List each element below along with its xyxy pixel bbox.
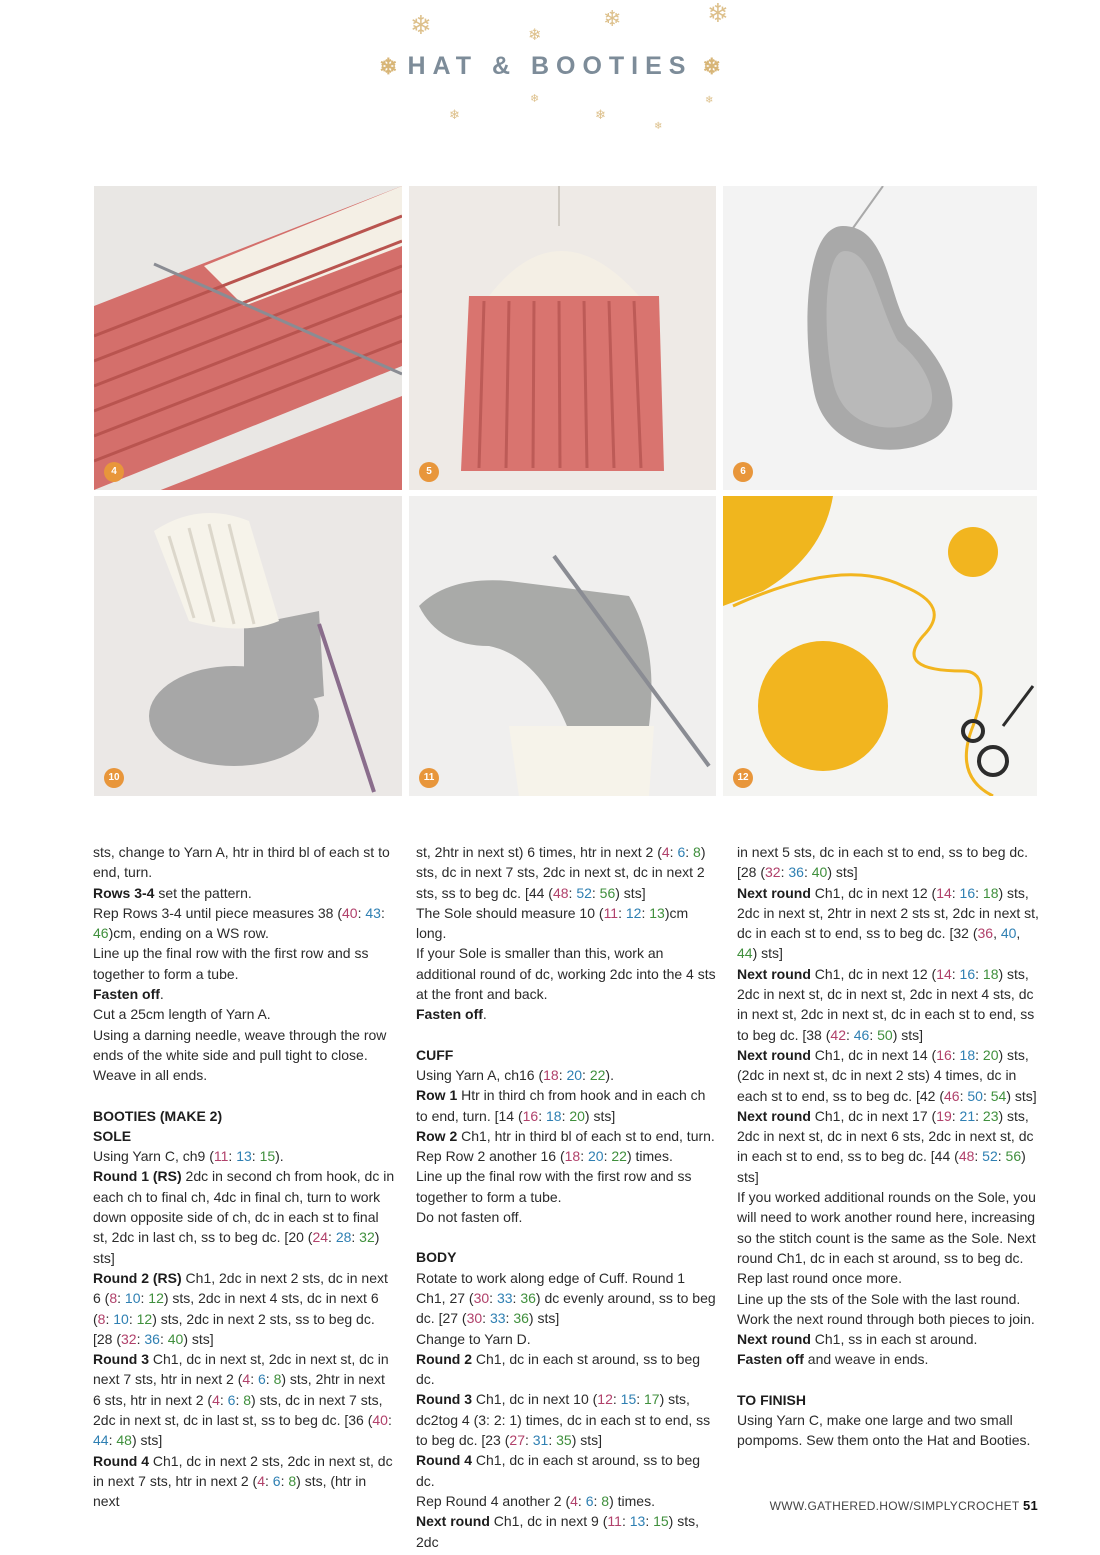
size-2: 12 [625,904,642,921]
paragraph: Line up the final row with the first row and ss together to form a tube. [416,1168,692,1205]
size-1: 30 [466,1310,483,1327]
size-2: 20 [566,1066,583,1083]
size-2: 13 [629,1513,646,1530]
paragraph: Do not fasten off. [416,1209,523,1226]
size-2: 33 [496,1289,513,1306]
size-1: 16 [936,1046,952,1063]
text: ) sts] [131,1432,163,1449]
size-2: 16 [959,965,976,982]
section-heading: TO FINISH [737,1391,806,1408]
row-label: Row 1 [416,1087,458,1104]
text: ) sts] [892,1026,924,1043]
section-heading: BODY [416,1249,457,1266]
paragraph: st, 2htr in next st) 6 times, htr in next 2 (4: 6: 8) sts, dc in next 7 sts, 2dc in next st, dc in next 2 sts, ss to beg dc. [44 (48: 52: 56) sts] [416,844,706,901]
size-1: 30 [473,1289,490,1306]
page-title-text: HAT & BOOTIES [407,52,693,80]
size-3: 44 [737,945,753,962]
row-label: Next round [737,1046,811,1063]
snowflake-icon: ❄ [707,0,729,28]
photo-number-badge: 5 [419,462,439,482]
text: st, 2htr in next st) 6 times, htr in next 2 ( [416,844,662,860]
size-2: 43 [365,904,381,921]
size-3: 12 [148,1290,164,1307]
size-3: 17 [644,1391,660,1408]
size-2: 44 [93,1432,109,1449]
paragraph: Next round Ch1, dc in next 9 (11: 13: 15) sts, 2dc [416,1513,700,1550]
row-label: Next round [416,1513,490,1530]
size-2: 20 [588,1148,604,1165]
size-1: 8 [109,1290,118,1307]
size-3: 23 [982,1107,999,1124]
paragraph: Rep Row 2 another 16 (18: 20: 22) times. [416,1148,673,1165]
size-2: 18 [959,1046,976,1063]
text: ) sts, dc2tog 4 (3: 2: 1) times, dc in each st to end, ss to beg dc. [23 ( [416,1391,711,1449]
footer-url: WWW.GATHERED.HOW/SIMPLYCROCHET [769,1499,1020,1513]
pattern-column-3 [737,842,1039,1451]
paragraph: Round 2 (RS) Ch1, 2dc in next 2 sts, dc in next 6 (8: 10: 12) sts, 2dc in next 4 sts, dc in next 6 (8: 10: 12) sts, 2dc in next 2 sts, ss to beg dc. [28 (32: 36: 40) sts] [93,1269,388,1347]
paragraph: Using Yarn A, ch16 (18: 20: 22). [416,1066,614,1083]
paragraph: Next round Ch1, dc in next 12 (14: 16: 18) sts, 2dc in next st, 2htr in next 2 sts st, 2dc in next st, dc in each st to end, ss to beg dc. [32 (36, 40, 44) sts] [737,884,1039,962]
photo-6 [723,186,1037,490]
size-3: 8 [273,1371,282,1388]
size-1: 32 [765,864,781,881]
text: ) sts] [737,1148,1026,1185]
text: ) sts, 2dc in next st, dc in next 6 sts, 2dc in next st, dc in each st to end, ss to beg dc. [44 ( [737,1107,1034,1165]
row-text: Ch1, htr in third bl of each st to end, turn. [457,1127,715,1144]
text: ) sts] [183,1330,214,1347]
size-1: 40 [372,1412,388,1429]
size-1: 4 [257,1472,265,1489]
snowflake-icon: ❄ [410,10,432,40]
text: Using Yarn A, ch16 ( [416,1066,544,1083]
size-1: 11 [213,1148,229,1165]
text: Ch1, dc in next 10 ( [472,1391,598,1408]
fasten-off-label: Fasten off [93,986,160,1003]
size-1: 4 [212,1391,220,1408]
size-3: 56 [1005,1148,1022,1165]
text: ) sts] [528,1310,560,1327]
snowflake-icon: ❄ [530,93,540,105]
paragraph: If your Sole is smaller than this, work an additional round of dc, working 2dc into the 4 sts at the front and back. [416,945,716,1003]
paragraph: Using a darning needle, weave through the row ends of the white side and pull tight to close. Weave in all ends. [93,1026,387,1084]
page-number: 51 [1022,1498,1038,1513]
row-label: Round 3 [93,1351,149,1368]
photo-number-badge: 6 [733,462,753,482]
row-label: Next round [737,1331,811,1348]
paragraph: Line up the final row with the first row and ss together to form a tube. [93,945,369,982]
text: ) sts] [571,1432,603,1449]
text: Using Yarn C, ch9 ( [93,1148,214,1165]
size-2: 6 [585,1492,594,1509]
size-3: 32 [359,1229,375,1246]
text: Rep Rows 3-4 until piece measures 38 ( [93,904,343,921]
snowflake-icon: ❄ [603,6,622,31]
text: ) sts] [1006,1087,1037,1104]
snowflake-icon: ❄ [702,54,721,79]
paragraph: Round 3 Ch1, dc in next 10 (12: 15: 17) sts, dc2tog 4 (3: 2: 1) times, dc in each st to end, ss to beg dc. [23 (27: 31: 35) sts] [416,1391,711,1449]
row-label: Round 4 [93,1452,149,1469]
row-label: Row 2 [416,1127,458,1144]
size-2: 52 [982,1148,998,1165]
size-2: 28 [335,1229,352,1246]
text: ) sts, 2dc in next 4 sts, dc in next 6 ( [93,1290,379,1327]
size-3: 12 [136,1310,153,1327]
size-3: 15 [653,1513,669,1530]
photo-number-badge: 10 [104,768,124,788]
size-1: 4 [242,1371,251,1388]
size-3: 15 [259,1148,276,1165]
size-2: 10 [124,1290,141,1307]
row-text: set the pattern. [154,884,252,901]
text: Rep Row 2 another 16 ( [416,1148,565,1165]
text: ) times. [626,1148,673,1165]
text: . [159,986,164,1003]
text: ) sts] [615,884,646,901]
text: ) sts, 2dc in next 2 sts, ss to beg dc. [28 ( [93,1310,375,1347]
text: The Sole should measure 10 ( [416,904,604,921]
text: ) dc evenly around, ss to beg dc. [27 ( [416,1289,716,1327]
size-3: 48 [116,1432,132,1449]
size-2: 31 [532,1432,549,1449]
paragraph: Next round Ch1, dc in next 17 (19: 21: 23) sts, 2dc in next st, dc in next 6 sts, 2dc in next st, dc in each st to end, ss to beg dc. [44 (48: 52: 56) sts] [737,1107,1034,1185]
size-2: 52 [576,884,592,901]
paragraph: Line up the sts of the Sole with the last round. Work the next round through both pieces to join. [737,1290,1035,1327]
size-1: 12 [597,1391,613,1408]
size-1: 4 [570,1492,578,1509]
paragraph: Rep Rows 3-4 until piece measures 38 (40: 43: 46)cm, ending on a WS row. [93,904,385,942]
size-1: 19 [936,1107,952,1124]
size-3: 36 [513,1310,529,1327]
pattern-column-2 [416,842,718,1552]
size-1: 14 [936,965,952,982]
paragraph: Rep last round once more. [737,1270,902,1287]
text: Ch1, dc in next st, 2dc in next st, dc in next 7 sts, htr in next 2 ( [93,1351,389,1388]
paragraph: Row 1 Htr in third ch from hook and in each ch to end, turn. [14 (16: 18: 20) sts] [416,1087,706,1124]
paragraph: The Sole should measure 10 (11: 12: 13)cm long. [416,904,689,942]
size-3: 36 [520,1289,536,1306]
size-3: 40 [811,864,828,881]
size-1: 24 [312,1229,329,1246]
size-2: 10 [113,1310,129,1327]
size-3: 46 [93,925,109,942]
size-3: 13 [649,904,665,921]
paragraph: Next round Ch1, dc in next 14 (16: 18: 20) sts, (2dc in next st, dc in next 2 sts) 4 times, dc in each st to end, ss to beg dc. [42 (46: 50: 54) sts] [737,1046,1037,1104]
row-label: Round 3 [416,1391,472,1408]
paragraph [416,1450,718,1491]
size-2: 40 [1000,925,1017,942]
paragraph: Change to Yarn D. [416,1330,531,1347]
row-label: Round 4 [416,1452,472,1469]
paragraph: in next 5 sts, dc in each st to end, ss to beg dc. [28 (32: 36: 40) sts] [737,844,1029,881]
size-2: 36 [144,1330,160,1347]
size-3: 35 [556,1432,572,1449]
row-text: Ch1, dc in each st around, ss to beg dc. [416,1350,701,1388]
text: Ch1, 2dc in next 2 sts, dc in next 6 ( [93,1269,388,1307]
size-3: 54 [990,1087,1007,1104]
paragraph: Cut a 25cm length of Yarn A. [93,1006,271,1023]
size-1: 18 [564,1148,581,1165]
row-label: Round 1 (RS) [93,1168,182,1185]
text: Ch1, dc in next 14 ( [810,1046,937,1063]
size-1: 42 [830,1026,846,1043]
size-3: 8 [243,1391,252,1408]
text: ) sts] [752,945,783,962]
text: ) sts] [93,1229,380,1266]
row-label: Next round [737,965,811,982]
paragraph: If you worked additional rounds on the Sole, you will need to work another round here, increasing so the stitch count is the same as the Sole. Next round Ch1, dc in each st around, ss to beg dc. [737,1189,1036,1266]
paragraph [416,1349,718,1390]
size-1: 11 [607,1513,622,1530]
size-3: 22 [611,1148,627,1165]
text: )cm long. [416,904,689,942]
text: ) sts, 2dc [416,1513,700,1550]
fasten-off-label: Fasten off [416,1006,483,1023]
text: Ch1, dc in next 17 ( [810,1107,937,1124]
text: ). [275,1148,284,1165]
text: ) sts, 2dc in next st, 2htr in next 2 sts st, 2dc in next st, dc in each st to end, ss to beg dc. [32 ( [737,884,1039,942]
page-footer [770,1498,1038,1513]
text: ) sts, 2dc in next st, dc in next st, 2dc in next 4 sts, dc in next st, 2dc in next st, dc in each st to end, ss to beg dc. [38 ( [737,965,1035,1043]
size-1: 4 [661,844,670,860]
size-3: 18 [982,965,999,982]
text: . [482,1006,487,1023]
size-2: 6 [272,1472,281,1489]
paragraph [737,1329,1039,1349]
photo-11 [409,496,716,796]
paragraph: Using Yarn C, ch9 (11: 13: 15). [93,1148,284,1165]
size-3: 56 [599,884,616,901]
size-2: 33 [489,1310,506,1327]
pattern-column-1 [93,842,395,1512]
size-3: 22 [589,1066,606,1083]
text: ) sts, (2dc in next st, dc in next 2 sts) 4 times, dc in each st to end, ss to beg dc. [42 ( [737,1046,1029,1104]
row-text: Ch1, ss in each st around. [810,1331,978,1348]
size-2: 50 [967,1087,983,1104]
size-2: 16 [959,884,976,901]
size-3: 8 [288,1472,297,1489]
size-1: 8 [97,1310,106,1327]
snowflake-icon: ❄ [705,95,714,106]
row-label: Rows 3-4 [93,884,155,901]
size-3: 18 [982,884,999,901]
size-2: 6 [257,1371,266,1388]
photo-number-badge: 4 [104,462,124,482]
section-heading: CUFF [416,1046,454,1063]
paragraph: Using Yarn C, make one large and two small pompoms. Sew them onto the Hat and Booties. [737,1412,1031,1449]
size-1: 27 [509,1432,525,1449]
size-1: 36 [977,925,994,942]
paragraph: Rep Round 4 another 2 (4: 6: 8) times. [416,1492,655,1509]
size-2: 36 [788,864,804,881]
snowflake-icon: ❄ [528,27,542,44]
size-3: 8 [693,844,701,860]
row-label: Round 2 [416,1350,472,1367]
paragraph [416,1004,718,1024]
size-3: 20 [982,1046,999,1063]
paragraph: Next round Ch1, dc in next 12 (14: 16: 18) sts, 2dc in next st, dc in next st, 2dc in next 4 sts, dc in next st, 2dc in next st, dc in each st to end, ss to beg dc. [38 (42: 46: 50) sts] [737,965,1035,1043]
size-2: 6 [677,844,686,860]
paragraph: Round 3 Ch1, dc in next st, 2dc in next st, dc in next 7 sts, htr in next 2 (4: 6: 8) sts, 2htr in next 6 sts, htr in next 2 (4: 6: 8) sts, dc in next 7 sts, 2dc in next st, dc in last st, ss to beg dc. [36 (40: 44: 48) sts] [93,1351,392,1449]
text: Rep Round 4 another 2 ( [416,1492,571,1509]
paragraph: sts, change to Yarn A, htr in third bl of each st to end, turn. [93,844,390,881]
size-2: 18 [545,1107,562,1124]
text: ) sts, (htr in next [93,1472,367,1510]
size-1: 40 [342,904,358,921]
size-1: 14 [936,884,952,901]
text: ) sts, dc in next 7 sts, 2dc in next st, dc in next 2 sts, ss to beg dc. [44 ( [416,844,706,901]
text: 2dc in second ch from hook, dc in each ch to final ch, 4dc in final ch, turn to work down opposite side of ch, dc in each st to final st, 2dc in last ch, ss to beg dc. [20 ( [93,1168,395,1246]
snowflake-icon: ❄ [449,107,460,122]
row-label: Next round [737,1107,811,1124]
photo-number-badge: 12 [733,768,753,788]
paragraph: Rotate to work along edge of Cuff. Round 1 Ch1, 27 (30: 33: 36) dc evenly around, ss to beg dc. [27 (30: 33: 36) sts] [416,1269,716,1327]
paragraph [416,1126,718,1146]
photo-12 [723,496,1037,796]
text: )cm, ending on a WS row. [108,925,269,942]
size-2: 15 [620,1391,637,1408]
snowflake-icon: ❄ [654,121,663,132]
size-3: 50 [877,1026,893,1043]
photo-5 [409,186,716,490]
row-text: Ch1, dc in each st around, ss to beg dc. [416,1452,701,1489]
size-3: 8 [601,1492,610,1509]
size-1: 16 [522,1107,539,1124]
text: Htr in third ch from hook and in each ch to end, turn. [14 ( [416,1087,706,1124]
photo-4 [94,186,402,490]
text: Ch1, dc in next 9 ( [489,1513,608,1530]
snowflake-icon: ❄ [379,54,398,79]
photo-10 [94,496,402,796]
size-2: 6 [227,1391,236,1408]
text: ) sts] [827,864,858,881]
text: Rotate to work along edge of Cuff. Round 1 Ch1, 27 ( [416,1269,686,1306]
text: ) sts, dc in next 7 sts, 2dc in next st, dc in last st, ss to beg dc. [36 ( [93,1391,383,1429]
paragraph: Round 4 Ch1, dc in next 2 sts, 2dc in next st, dc in next 7 sts, htr in next 2 (4: 6: 8) sts, (htr in next [93,1452,393,1510]
size-1: 48 [552,884,569,901]
text: ) sts] [584,1107,616,1124]
size-3: 20 [569,1107,585,1124]
text: ) sts, 2htr in next 6 sts, htr in next 2 ( [93,1371,385,1408]
size-1: 48 [958,1148,975,1165]
photo-number-badge: 11 [419,768,439,788]
snowflake-icon: ❄ [595,107,606,122]
row-label: Next round [737,884,811,901]
paragraph [737,1349,1039,1369]
size-1: 18 [543,1066,559,1083]
section-heading: SOLE [93,1127,132,1144]
size-2: 21 [959,1107,976,1124]
size-1: 46 [944,1087,960,1104]
size-1: 32 [121,1330,137,1347]
text: Ch1, dc in next 12 ( [810,884,937,901]
size-2: 46 [853,1026,870,1043]
text: ). [605,1066,614,1083]
paragraph: Round 1 (RS) 2dc in second ch from hook, dc in each ch to final ch, 4dc in final ch, turn to work down opposite side of ch, dc in each st to final st, 2dc in last ch, ss to beg dc. [20 (24: 28: 32) sts] [93,1168,395,1266]
size-3: 40 [167,1330,184,1347]
size-2: 13 [236,1148,252,1165]
text: ) times. [609,1492,655,1509]
text: Ch1, dc in next 2 sts, 2dc in next st, dc in next 7 sts, htr in next 2 ( [93,1452,393,1489]
text: and weave in ends. [803,1351,929,1368]
fasten-off-label: Fasten off [737,1351,804,1368]
paragraph [93,984,395,1004]
section-heading: BOOTIES (MAKE 2) [93,1107,223,1124]
text: Ch1, dc in next 12 ( [810,965,937,982]
page-title [0,52,1100,81]
row-label: Round 2 (RS) [93,1269,182,1286]
paragraph [93,883,395,903]
size-1: 11 [603,904,619,921]
text: in next 5 sts, dc in each st to end, ss to beg dc. [28 ( [737,844,1029,881]
